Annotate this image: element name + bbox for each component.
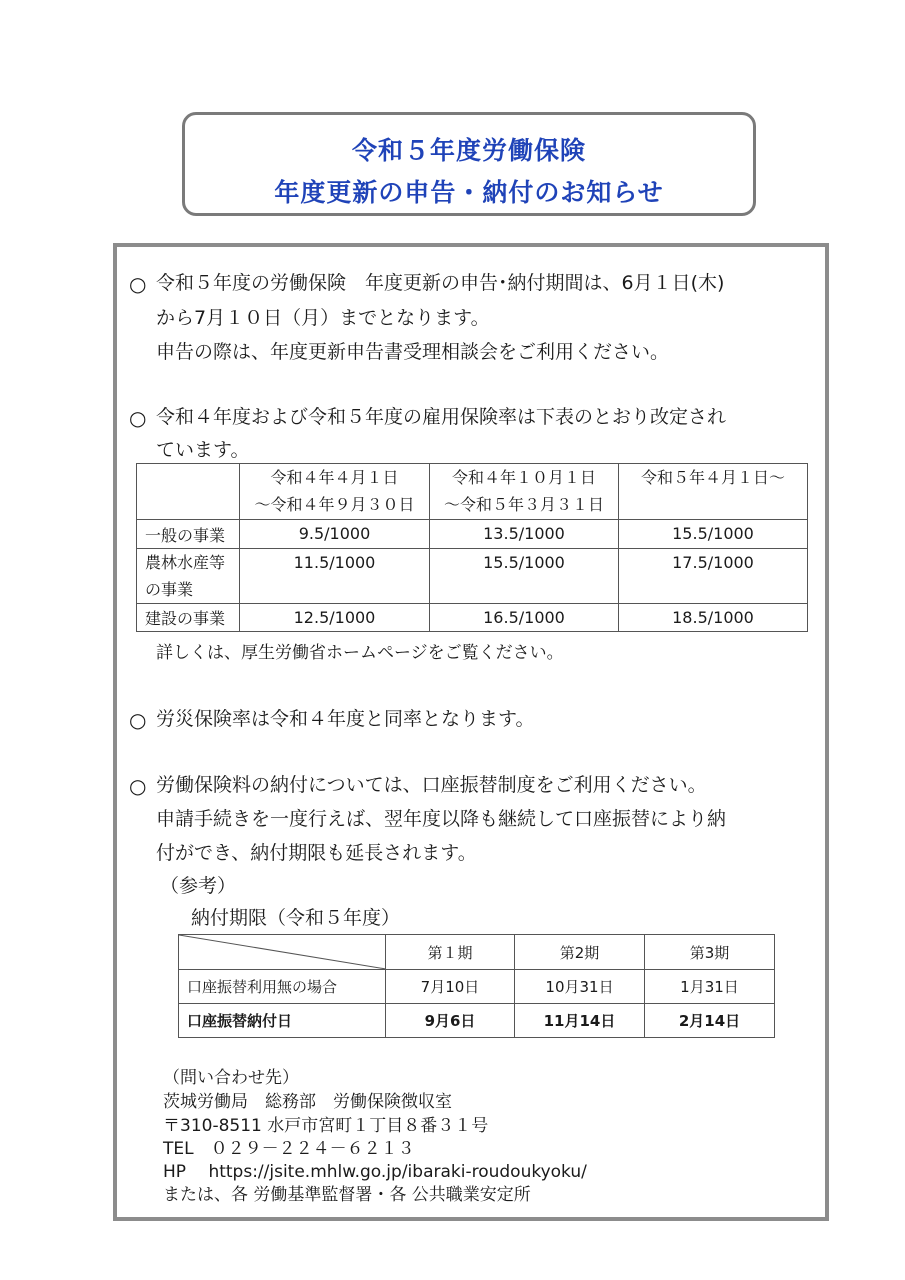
payment-deadline-table	[178, 934, 775, 1038]
table-row	[137, 549, 808, 604]
row-label: 口座振替利用無の場合	[179, 970, 386, 1004]
table-header-cell: 第3期	[645, 935, 775, 970]
rate-note: 詳しくは、厚生労働省ホームページをご覧ください。	[156, 643, 564, 663]
table-cell: 7月10日	[386, 970, 515, 1004]
row-label: 建設の事業	[137, 604, 240, 632]
section2-line1: 令和４年度および令和５年度の雇用保険率は下表のとおり改定され	[156, 406, 727, 428]
table-cell: 16.5/1000	[430, 604, 619, 632]
section4-line2: 申請手続きを一度行えば、翌年度以降も継続して口座振替により納	[156, 808, 727, 830]
payment-table-title: 納付期限（令和５年度）	[191, 907, 401, 929]
bullet-icon: ○	[129, 272, 147, 296]
table-cell: 13.5/1000	[430, 520, 619, 549]
contact-other: または、各 労働基準監督署・各 公共職業安定所	[163, 1185, 531, 1205]
table-header-cell: 第１期	[386, 935, 515, 970]
table-cell: 18.5/1000	[619, 604, 808, 632]
contact-org: 茨城労働局 総務部 労働保険徴収室	[163, 1092, 452, 1112]
section1-line1: 令和５年度の労働保険 年度更新の申告･納付期間は、6月１日(木)	[156, 272, 725, 294]
title-line-2: 年度更新の申告・納付のお知らせ	[274, 178, 664, 207]
table-cell: 12.5/1000	[240, 604, 430, 632]
table-cell: 15.5/1000	[430, 549, 619, 604]
bullet-icon: ○	[129, 774, 147, 798]
bullet-icon: ○	[129, 406, 147, 430]
table-row	[137, 604, 808, 632]
table-cell: 9.5/1000	[240, 520, 430, 549]
table-cell: 17.5/1000	[619, 549, 808, 604]
row-label: 農林水産等 の事業	[137, 549, 240, 604]
table-corner-cell	[179, 935, 386, 970]
section1-line2: から7月１０日（月）までとなります。	[156, 307, 490, 329]
section3-line1: 労災保険率は令和４年度と同率となります。	[156, 708, 535, 730]
table-cell: 11月14日	[515, 1004, 645, 1038]
contact-heading: （問い合わせ先）	[163, 1068, 299, 1088]
reference-label: （参考）	[160, 875, 237, 897]
table-cell: 9月6日	[386, 1004, 515, 1038]
table-header-row	[137, 464, 808, 520]
table-row	[179, 1004, 775, 1038]
table-header-cell: 第2期	[515, 935, 645, 970]
contact-address: 〒310-8511 水戸市宮町１丁目８番３１号	[163, 1116, 489, 1136]
bullet-icon: ○	[129, 708, 147, 732]
table-row	[137, 520, 808, 549]
table-header-cell: 令和５年４月１日～	[619, 464, 808, 520]
title-line-1: 令和５年度労働保険	[351, 136, 586, 165]
table-cell: 15.5/1000	[619, 520, 808, 549]
contact-hp-link[interactable]: HP https://jsite.mhlw.go.jp/ibaraki-roudoukyoku/	[163, 1162, 587, 1182]
insurance-rate-table	[136, 463, 808, 632]
section2-line2: ています。	[156, 439, 250, 461]
table-cell: 11.5/1000	[240, 549, 430, 604]
section4-line3: 付ができ、納付期限も延長されます。	[156, 842, 477, 864]
table-cell: 10月31日	[515, 970, 645, 1004]
section1-line3: 申告の際は、年度更新申告書受理相談会をご利用ください。	[156, 341, 670, 363]
table-header-cell: 令和４年４月１日 ～令和４年９月３０日	[240, 464, 430, 520]
table-cell: 2月14日	[645, 1004, 775, 1038]
table-cell: 1月31日	[645, 970, 775, 1004]
table-header-cell: 令和４年１０月１日 ～令和５年３月３１日	[430, 464, 619, 520]
title-box	[182, 112, 756, 216]
table-header-row	[179, 935, 775, 970]
diagonal-line	[179, 935, 386, 969]
row-label: 口座振替納付日	[179, 1004, 386, 1038]
table-corner-cell	[137, 464, 240, 520]
section4-line1: 労働保険料の納付については、口座振替制度をご利用ください。	[156, 774, 707, 796]
table-row	[179, 970, 775, 1004]
row-label: 一般の事業	[137, 520, 240, 549]
contact-tel: TEL ０２９－２２４－６２１３	[163, 1139, 415, 1159]
